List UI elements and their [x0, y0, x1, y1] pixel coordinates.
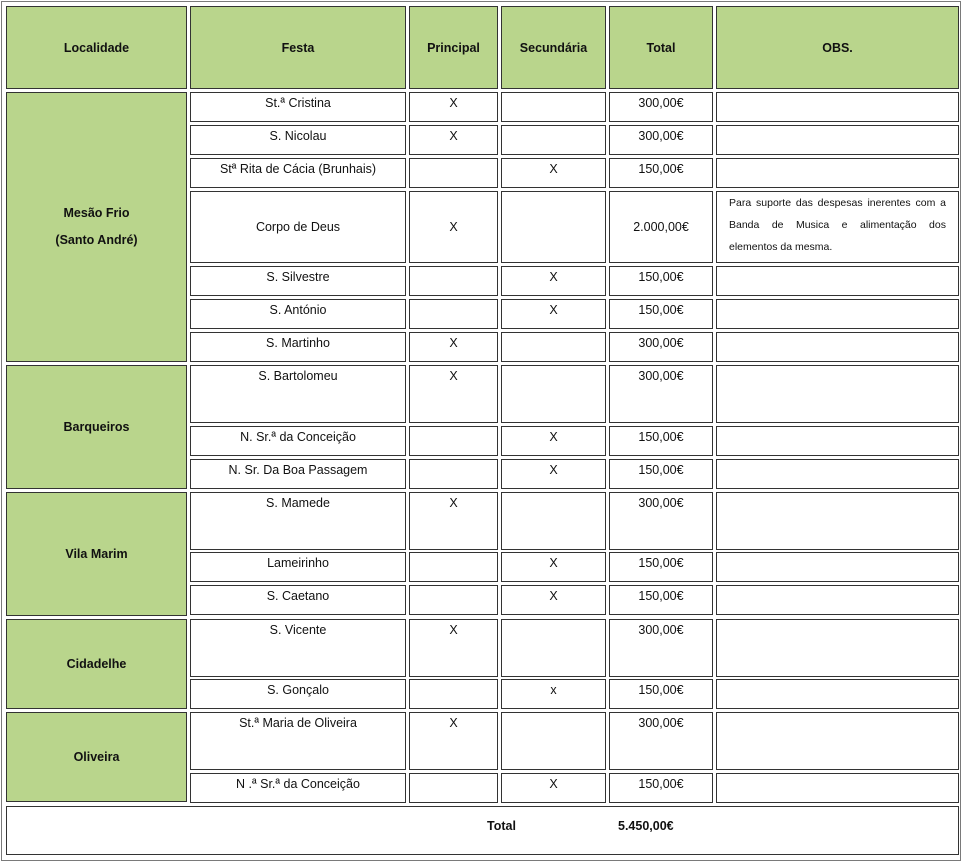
festa-cell: Stª Rita de Cácia (Brunhais) — [190, 158, 406, 188]
festa-cell: S. Nicolau — [190, 125, 406, 155]
principal-cell — [409, 552, 498, 582]
total-label: Total — [487, 819, 516, 833]
total-value: 5.450,00€ — [618, 819, 674, 833]
secundaria-cell — [501, 332, 606, 362]
total-cell: 300,00€ — [609, 125, 713, 155]
festa-cell: N. Sr. Da Boa Passagem — [190, 459, 406, 489]
festa-cell: S. Gonçalo — [190, 679, 406, 709]
header-total: Total — [609, 6, 713, 89]
secundaria-cell: X — [501, 459, 606, 489]
total-cell: 2.000,00€ — [609, 191, 713, 263]
secundaria-cell — [501, 492, 606, 550]
secundaria-cell: X — [501, 552, 606, 582]
festa-cell: Corpo de Deus — [190, 191, 406, 263]
festa-cell: S. Silvestre — [190, 266, 406, 296]
obs-cell — [716, 158, 959, 188]
total-cell: 300,00€ — [609, 365, 713, 423]
festa-cell: Lameirinho — [190, 552, 406, 582]
secundaria-cell — [501, 125, 606, 155]
festa-cell: N. Sr.ª da Conceição — [190, 426, 406, 456]
obs-cell — [716, 619, 959, 677]
festa-cell: S. Bartolomeu — [190, 365, 406, 423]
obs-cell — [716, 492, 959, 550]
principal-cell — [409, 299, 498, 329]
obs-cell — [716, 365, 959, 423]
principal-cell — [409, 266, 498, 296]
principal-cell: X — [409, 92, 498, 122]
principal-cell: X — [409, 191, 498, 263]
total-cell: 150,00€ — [609, 266, 713, 296]
locality-cell — [6, 712, 187, 802]
secundaria-cell: X — [501, 585, 606, 615]
obs-cell — [716, 459, 959, 489]
secundaria-cell — [501, 92, 606, 122]
secundaria-cell: X — [501, 299, 606, 329]
total-cell: 300,00€ — [609, 92, 713, 122]
total-cell: 300,00€ — [609, 712, 713, 770]
secundaria-cell — [501, 191, 606, 263]
total-cell: 300,00€ — [609, 492, 713, 550]
obs-cell — [716, 266, 959, 296]
secundaria-cell — [501, 712, 606, 770]
locality-cell — [6, 92, 187, 362]
festa-cell: St.ª Maria de Oliveira — [190, 712, 406, 770]
obs-cell — [716, 679, 959, 709]
principal-cell — [409, 158, 498, 188]
principal-cell — [409, 585, 498, 615]
principal-cell: X — [409, 125, 498, 155]
secundaria-cell — [501, 619, 606, 677]
festa-cell: S. António — [190, 299, 406, 329]
secundaria-cell: X — [501, 158, 606, 188]
obs-cell — [716, 712, 959, 770]
total-cell: 150,00€ — [609, 679, 713, 709]
secundaria-cell: X — [501, 266, 606, 296]
locality-subname: (Santo André) — [55, 233, 138, 247]
principal-cell — [409, 679, 498, 709]
locality-cell — [6, 492, 187, 616]
festa-cell: S. Caetano — [190, 585, 406, 615]
locality-cell — [6, 365, 187, 489]
festa-cell: S. Martinho — [190, 332, 406, 362]
festa-cell: St.ª Cristina — [190, 92, 406, 122]
obs-cell — [716, 125, 959, 155]
obs-cell — [716, 773, 959, 803]
principal-cell: X — [409, 619, 498, 677]
locality-name: Barqueiros — [63, 419, 130, 434]
header-secundaria: Secundária — [501, 6, 606, 89]
locality-name: Oliveira — [73, 749, 120, 764]
total-cell: 300,00€ — [609, 619, 713, 677]
obs-cell — [716, 299, 959, 329]
total-cell: 150,00€ — [609, 158, 713, 188]
secundaria-cell: x — [501, 679, 606, 709]
principal-cell: X — [409, 492, 498, 550]
header-festa: Festa — [190, 6, 406, 89]
secundaria-cell — [501, 365, 606, 423]
principal-cell — [409, 459, 498, 489]
principal-cell: X — [409, 332, 498, 362]
principal-cell — [409, 426, 498, 456]
principal-cell: X — [409, 365, 498, 423]
obs-cell — [716, 585, 959, 615]
total-cell: 150,00€ — [609, 773, 713, 803]
obs-cell — [716, 92, 959, 122]
total-cell: 300,00€ — [609, 332, 713, 362]
obs-cell — [716, 332, 959, 362]
header-localidade: Localidade — [6, 6, 187, 89]
locality-name: Vila Marim — [65, 546, 128, 561]
principal-cell: X — [409, 712, 498, 770]
locality-cell — [6, 619, 187, 709]
obs-cell — [716, 552, 959, 582]
secundaria-cell: X — [501, 773, 606, 803]
total-cell: 150,00€ — [609, 299, 713, 329]
festa-cell: N .ª Sr.ª da Conceição — [190, 773, 406, 803]
locality-name: Mesão Frio — [63, 206, 130, 220]
obs-cell — [716, 426, 959, 456]
total-cell: 150,00€ — [609, 585, 713, 615]
principal-cell — [409, 773, 498, 803]
festa-cell: S. Mamede — [190, 492, 406, 550]
total-cell: 150,00€ — [609, 552, 713, 582]
header-principal: Principal — [409, 6, 498, 89]
festa-cell: S. Vicente — [190, 619, 406, 677]
obs-cell: Para suporte das despesas inerentes com a Banda de Musica e alimentação dos elementos da mesma. — [716, 191, 959, 263]
secundaria-cell: X — [501, 426, 606, 456]
total-cell: 150,00€ — [609, 459, 713, 489]
header-obs: OBS. — [716, 6, 959, 89]
total-cell: 150,00€ — [609, 426, 713, 456]
locality-name: Cidadelhe — [66, 656, 127, 671]
total-row — [6, 806, 959, 855]
